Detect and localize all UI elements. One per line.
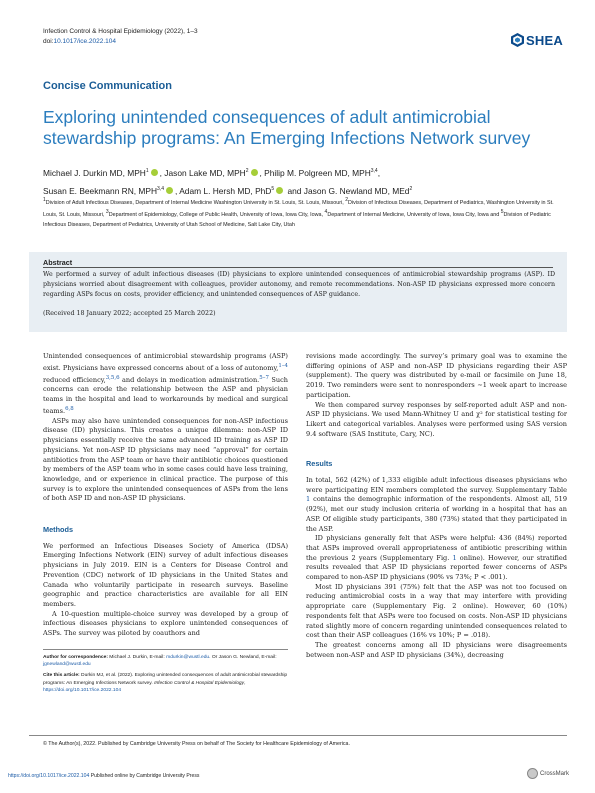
article-type-label: Concise Communication (43, 80, 172, 92)
footnotes (43, 654, 288, 694)
shea-logo[interactable] (511, 31, 567, 49)
doi-line (43, 37, 198, 47)
results-paragraph: In total, 562 (42%) of 1,333 eligible adult infectious diseases physicians who were participating EIN members completed the survey. Supplementary Table 1 contains the demographic information of the respondents. Almost all, 519 (92%), met our study inclusion criteria of working in a hospital that has an ASP. Of eligible study participants, 380 (73%) stated that they participated in the ASP. (306, 476, 567, 533)
body-column-left (43, 352, 288, 639)
methods-paragraph: revisions made accordingly. The survey’s primary goal was to examine the differing opinions of ASP and non-ASP ID physicians regarding their ASP (supplement). The query was distributed by e-mail or facsimile on June 18, 2019. Two reminders were sent to nonresponders ∼1 week apart to increase participation. (306, 352, 567, 399)
page-footer: https://doi.org/10.1017/ice.2022.104 Published online by Cambridge University Press (8, 773, 200, 779)
abstract-box (29, 252, 567, 332)
intro-paragraph: Unintended consequences of antimicrobial stewardship programs (ASP) exist. Physicians have expressed concerns about of a loss of autonomy,$^{1-4}$ reduced efficiency,$^{3,5,6}$ and delays in medication administration.$^{5-7}$ Such concerns can erode the relationship between the ASP and physician teams in the hospital and lead to workarounds by medical and surgical teams.$^{6,8}$ (43, 352, 288, 416)
reference-link[interactable]: 3,5,6 (105, 374, 120, 381)
abstract-text: We performed a survey of adult infectious diseases (ID) physicians to explore unintended consequences of antimicrobial stewardship programs (ASP). ID physicians worried about disagreement with colleagues, provider autonomy, and remote recommendations. Non-ASP ID physicians expressed more concern regarding ASPs focus on costs, provider efficiency, and unintended consequences of ASP guidance. (43, 271, 555, 298)
methods-paragraph: We then compared survey responses by self-reported adult ASP and non-ASP ID physicians. We used Mann-Whitney U and χ² for statistical testing for Likert and categorical variables. Analyses were performed using SAS version 9.4 software (SAS Institute, Cary, NC). (306, 400, 567, 438)
shea-logo-text: SHEA (526, 32, 563, 48)
results-heading: Results (306, 459, 333, 469)
reference-link[interactable]: 6,8 (65, 405, 74, 412)
email-link[interactable]: jgnewland@wustl.edu (43, 662, 91, 668)
reference-link[interactable]: 1–4 (278, 362, 288, 369)
orcid-icon[interactable] (251, 169, 258, 176)
author-name[interactable]: Michael J. Durkin MD, MPH$^1$ (43, 167, 149, 178)
author-name[interactable]: Adam L. Hersh MD, PhD$^5$ (179, 185, 275, 196)
methods-paragraph: We performed an Infectious Diseases Society of America (IDSA) Emerging Infections Network (EIN) survey of adult infectious diseases physicians in July 2019. EIN is a Centers for Disease Control and Prevention (CDC) network of ID physicians in the United States and Canada who voluntarily participate in research surveys. Baseline geographic and practice characteristics are available for all EIN members. (43, 541, 288, 608)
author-name[interactable]: Philip M. Polgreen MD, MPH$^{3,4}$ (264, 167, 378, 178)
journal-header (43, 27, 198, 47)
orcid-icon[interactable] (276, 187, 283, 194)
supplement-link[interactable]: 1 (452, 553, 457, 562)
methods-heading: Methods (43, 525, 73, 535)
results-paragraph: ID physicians generally felt that ASPs were helpful: 436 (84%) reported that ASPs improved overall appropriateness of antibiotic prescribing within the previous 2 years (Supplementary Fig. 1 online). However, our stratified results revealed that ASP ID physicians reported fewer concerns of ASPs compared to non-ASP ID physicians (90% vs 73%; P < .001). (306, 534, 567, 582)
copyright-divider (29, 735, 567, 736)
affiliations: $^1$Division of Adult Infectious Diseases, Department of Internal Medicine Washington University in St. Louis, St. Louis, Missouri, $^2$Division of Infectious Diseases, Department of Pediatrics, Washington University in St. Louis, St. Louis, Missouri, $^3$Department of Epidemiology, College of Public Health, University of Iowa, Iowa City, Iowa, $^4$Department of Internal Medicine, University of Iowa, Iowa City, Iowa and $^5$Division of Pediatric Infectious Diseases, Department of Pediatrics, University of Utah School of Medicine, Salt Lake City, Utah (43, 197, 554, 228)
supplement-link[interactable]: 1 (306, 495, 311, 504)
citation-note: Cite this article: Durkin MJ, et al. (2022). Exploring unintended consequences of adult antimicrobial stewardship programs: An Emerging Infections Network survey. Infection Control & Hospital Epidemiology, https://doi.org/10.1017/ice.2022.104 (43, 673, 288, 693)
results-paragraph: Most ID physicians 391 (75%) felt that the ASP was not too focused on reducing antimicrobial costs in a way that may interfere with providing appropriate care (Supplementary Fig. 2 online). However, 60 (10%) respondents felt that ASPs were too focused on costs. Non-ASP ID physicians rated slightly more of concern regarding unintended consequences related to cost than their ASP colleagues (16% vs 10%; P = .018). (306, 582, 567, 640)
methods-paragraph: A 10-question multiple-choice survey was developed by a group of infectious diseases physicians to explore unintended consequences of ASPs. The survey was piloted by coauthors and (43, 609, 288, 638)
author-name[interactable]: Jason G. Newland MD, MEd$^2$ (303, 185, 413, 196)
reference-link[interactable]: 5–7 (259, 374, 269, 381)
doi-link[interactable]: 10.1017/ice.2022.104 (53, 38, 117, 45)
crossmark-button[interactable] (527, 766, 573, 781)
abstract-divider (43, 267, 553, 268)
crossmark-icon (527, 768, 538, 779)
received-dates: (Received 18 January 2022; accepted 25 March 2022) (43, 310, 216, 317)
results-paragraph: The greatest concerns among all ID physicians were disagreements between non-ASP and ASP ID physicians (34%), decreasing (306, 640, 567, 659)
abstract-heading: Abstract (43, 258, 73, 267)
author-list: Michael J. Durkin MD, MPH$^1$ , Jason Lake MD, MPH$^2$ , Philip M. Polgreen MD, MPH$^{3,4}$, Susan E. Beekmann RN, MPH$^{3,4}$ , Adam L. Hersh MD, PhD$^5$ and Jason G. Newland MD, MEd$^2$ (43, 167, 413, 196)
email-link[interactable]: mdurkin@wustl.edu (166, 655, 210, 660)
author-name[interactable]: Jason Lake MD, MPH$^2$ (164, 167, 249, 178)
orcid-icon[interactable] (166, 187, 173, 194)
body-column-right (306, 352, 567, 660)
crossmark-label: CrossMark (540, 770, 570, 777)
article-title: Exploring unintended consequences of adult antimicrobial stewardship programs: An Emerging Infections Network survey (43, 107, 531, 148)
orcid-icon[interactable] (151, 169, 158, 176)
doi-label: doi: (43, 38, 54, 45)
footnote-divider (43, 649, 288, 650)
journal-citation: Infection Control & Hospital Epidemiology (2022), 1–3 (43, 28, 198, 35)
copyright-notice: © The Author(s), 2022. Published by Cambridge University Press on behalf of The Society for Healthcare Epidemiology of America. (43, 741, 350, 747)
shea-logo-icon (511, 33, 524, 47)
author-name[interactable]: Susan E. Beekmann RN, MPH$^{3,4}$ (43, 185, 164, 196)
footer-doi-link[interactable]: https://doi.org/10.1017/ice.2022.104 (8, 773, 90, 779)
correspondence-note: Author for correspondence: Michael J. Durkin, E-mail: mdurkin@wustl.edu. Or Jason G. Newland, E-mail: jgnewland@wustl.edu (43, 655, 277, 668)
intro-paragraph: ASPs may also have unintended consequences for non-ASP infectious disease (ID) physicians. This creates a unique dilemma: non-ASP ID physicians essentially receive the same advanced ID training as ASP ID physicians. Yet non-ASP ID physicians may need “approval” for certain antibiotics from the ASP team or have their antibiotic choices questioned by members of the ASP team who in some cases could have less training, knowledge, and or experience in clinical practice. The purpose of this survey is to explore the unintended consequences of ASPs from the lens of both ASP ID and non-ASP ID physicians. (43, 416, 288, 503)
citation-doi-link[interactable]: https://doi.org/10.1017/ice.2022.104 (43, 687, 122, 693)
